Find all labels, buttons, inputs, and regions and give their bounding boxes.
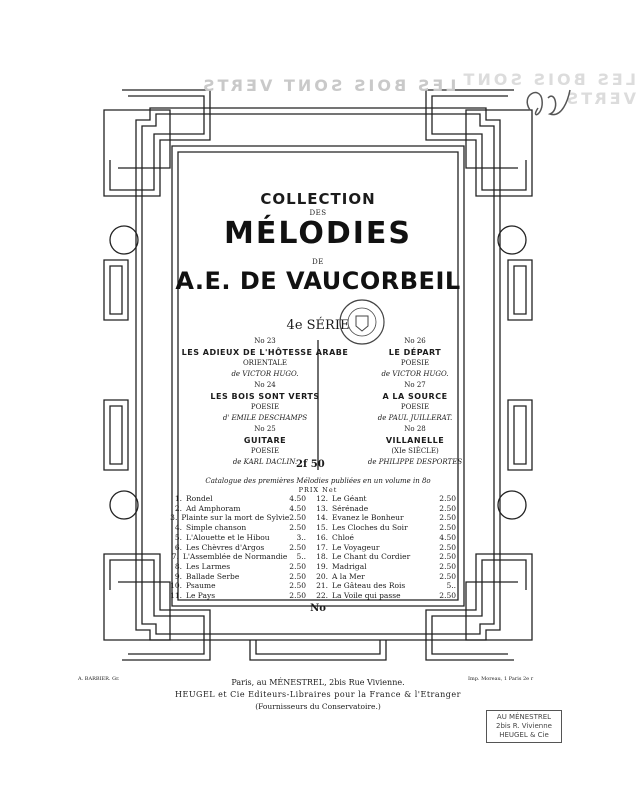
- number-label: No: [310, 603, 326, 614]
- des-label: DES: [309, 209, 327, 217]
- song-title: LES BOIS SONT VERTS: [210, 392, 320, 401]
- stamp-line: HEUGEL & Cie: [499, 731, 549, 739]
- list-item: 11. Le Pays 2.50: [170, 591, 306, 601]
- list-item: 18. Le Chant du Cordier 2.50: [316, 552, 456, 562]
- list-item: 2. Ad Amphoram 4.50: [174, 503, 306, 513]
- song-number: No 25: [254, 425, 276, 433]
- list-item: 15. Les Cloches du Soir 2.50: [316, 523, 456, 533]
- song-number: No 24: [254, 381, 276, 389]
- list-item: 1. Rondel 4.50: [174, 494, 306, 503]
- list-item: 10. Psaume 2.50: [170, 581, 306, 591]
- list-item: 20. A la Mer 2.50: [316, 571, 456, 581]
- prix-net-label: PRIX Net: [298, 486, 338, 494]
- list-item: 21. Le Gâteau des Rois 5..: [316, 581, 456, 591]
- bleed-through-text-left: LES BOIS SONT VERTS: [200, 76, 457, 95]
- list-item: 14. Evanez le Bonheur 2.50: [316, 513, 456, 523]
- list-item: 8. Les Larmes 2.50: [174, 561, 306, 571]
- song-title: A LA SOURCE: [382, 392, 448, 401]
- song-subtitle: POESIE: [250, 447, 280, 455]
- list-item: 22. La Voile qui passe 2.50: [316, 591, 456, 601]
- publisher-name: HEUGEL et Cie Editeurs-Libraires pour la France & l'Etranger: [175, 690, 461, 699]
- song-author: de VICTOR HUGO.: [231, 370, 299, 378]
- song-title: LES ADIEUX DE L'HÔTESSE ARABE: [181, 348, 349, 357]
- list-item: 16. Chloé 4.50: [316, 532, 456, 542]
- catalogue-list-right: [314, 494, 456, 601]
- list-item: 6. Les Chèvres d'Argos 2.50: [174, 542, 306, 552]
- song-item: [180, 336, 350, 380]
- song-item: [330, 336, 500, 380]
- catalogue-note: Catalogue des premières Mélodies publiées en un volume in 8o: [205, 477, 431, 485]
- song-item: [330, 424, 500, 468]
- composer-name: A.E. DE VAUCORBEIL: [175, 267, 461, 295]
- song-author: de KARL DACLIN.: [232, 458, 298, 466]
- left-songs-column: [180, 336, 350, 468]
- list-item: 9. Ballade Serbe 2.50: [174, 571, 306, 581]
- list-item: 17. Le Voyageur 2.50: [316, 542, 456, 552]
- list-item: 3. Plainte sur la mort de Sylvie 2.50: [170, 513, 306, 523]
- song-title: GUITARE: [243, 436, 287, 445]
- song-subtitle: (XIe SIÈCLE): [391, 447, 439, 455]
- song-title: VILLANELLE: [385, 436, 445, 445]
- song-subtitle: POESIE: [400, 359, 430, 367]
- list-item: 5. L'Alouette et le Hibou 3..: [174, 532, 306, 542]
- stamp-line: AU MÉNESTREL: [496, 713, 552, 721]
- collection-heading: COLLECTION: [260, 190, 376, 208]
- song-author: de PHILIPPE DESPORTES: [367, 458, 463, 466]
- publisher-stamp: [486, 710, 562, 743]
- publisher-note: (Fournisseurs du Conservatoire.): [255, 702, 381, 711]
- melodies-heading: MÉLODIES: [223, 216, 413, 251]
- list-item: 12. Le Géant 2.50: [316, 494, 456, 503]
- publisher-address: Paris, au MÉNESTREL, 2bis Rue Vivienne.: [231, 678, 405, 687]
- song-number: No 27: [404, 381, 426, 389]
- song-number: No 23: [254, 337, 276, 345]
- song-title: LE DÉPART: [388, 348, 442, 357]
- catalogue-list-left: [168, 494, 306, 601]
- song-author: de PAUL JUILLERAT.: [377, 414, 453, 422]
- song-subtitle: ORIENTALE: [242, 359, 288, 367]
- list-item: 7. L'Assemblée de Normandie 5..: [171, 552, 306, 562]
- printer-credit: Imp. Moreau, 1 Paris 2e r: [468, 676, 534, 682]
- stamp-line: 2bis R. Vivienne: [496, 722, 552, 730]
- list-item: 19. Madrigal 2.50: [316, 561, 456, 571]
- song-subtitle: POESIE: [250, 403, 280, 411]
- song-number: No 28: [404, 425, 426, 433]
- list-item: 13. Sérénade 2.50: [316, 503, 456, 513]
- bleed-through-text: LES BOIS SONT VERTS: [460, 70, 636, 108]
- engraver-credit: A. BARBIER. Gr.: [78, 676, 120, 682]
- song-author: d' EMILE DESCHAMPS: [222, 414, 308, 422]
- song-author: de VICTOR HUGO.: [381, 370, 449, 378]
- de-label: DE: [312, 258, 324, 266]
- song-number: No 26: [404, 337, 426, 345]
- song-subtitle: POESIE: [400, 403, 430, 411]
- right-songs-column: [330, 336, 500, 468]
- main-price: 2f 50: [296, 459, 325, 470]
- list-item: 4. Simple chanson 2.50: [174, 523, 306, 533]
- song-item: [180, 380, 350, 424]
- handwritten-signature: [520, 80, 580, 130]
- song-item: [330, 380, 500, 424]
- series-label: 4e SÉRIE: [286, 318, 350, 333]
